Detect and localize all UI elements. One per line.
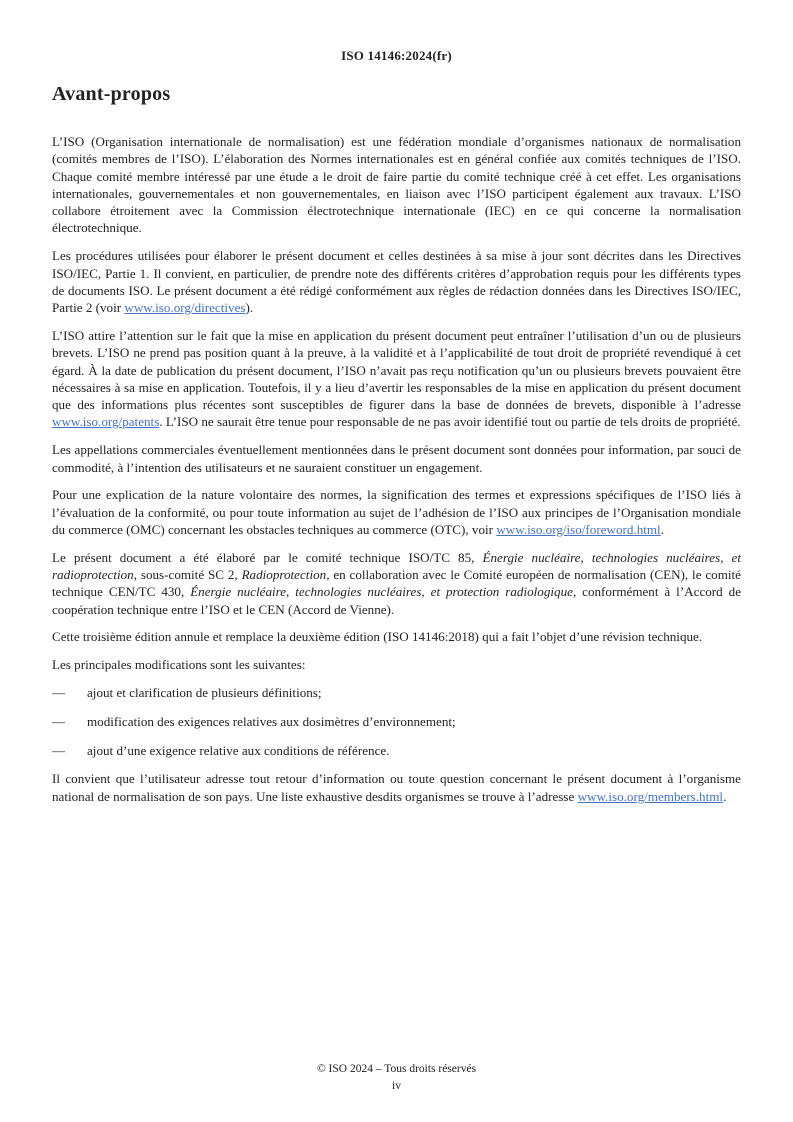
text-run: ajout d’une exigence relative aux conditions de référence. [87, 742, 390, 758]
italic-text-run: Énergie nucléaire, technologies nucléaires, et protection radiologique [190, 584, 573, 600]
running-header: ISO 14146:2024(fr) [341, 48, 452, 63]
text-run: Cette troisième édition annule et remplace la deuxième édition (ISO 14146:2018) qui a fait l’objet d’une révision technique. [52, 629, 703, 645]
paragraph [52, 327, 741, 431]
text-run: , en collaboration avec le Comité européen de normalisation (CEN), le comité technique CEN/TC 430, [52, 567, 741, 600]
page-number: iv [392, 1080, 401, 1092]
italic-text-run: Énergie nucléaire, technologies nucléaires, et radioprotection [52, 549, 742, 583]
text-run: . L’ISO ne saurait être tenue pour responsable de ne pas avoir identifié tout ou partie de tels droits de propriété. [159, 414, 741, 430]
paragraph [52, 486, 741, 538]
dash-marker: — [52, 713, 66, 729]
list-item-text [87, 684, 322, 701]
list-item [52, 713, 741, 730]
paragraph [52, 656, 741, 673]
footer-copyright: © ISO 2024 – Tous droits réservés [316, 1063, 477, 1075]
text-run: L’ISO (Organisation internationale de normalisation) est une fédération mondiale d’organismes nationaux de normalisation (comités membres de l’ISO). L’élaboration des Normes internationales est en général confiée aux comités techniques de l’ISO. Chaque comité membre intéressé par une étude a le droit de faire partie du comité technique créé à cet effet. Les organisations internationales, gouvernementales et non gouvernementales, en liaison avec l’ISO participent également aux travaux. L’ISO collabore étroitement avec la Commission électrotechnique internationale (IEC) en ce qui concerne la normalisation électrotechnique. [52, 134, 741, 236]
dash-marker: — [52, 742, 66, 758]
hyperlink[interactable]: www.iso.org/directives [124, 300, 246, 316]
text-run: . [723, 788, 727, 804]
paragraph [52, 549, 741, 618]
document-content [52, 83, 741, 816]
list-item [52, 742, 741, 759]
text-run: L’ISO attire l’attention sur le fait que la mise en application du présent document peut entraîner l’utilisation d’un ou de plusieurs brevets. L’ISO ne prend pas position quant à la preuve, à la validité et à l’applicabilité de tout droit de propriété revendiqué à cet égard. À la date de publication du présent document, l’ISO n’avait pas reçu notification qu’un ou plusieurs brevets pouvaient être nécessaires à sa mise en application. Toutefois, il y a lieu d’avertir les responsables de la mise en application du présent document que des informations plus récentes sont susceptibles de figurer dans la base de données de brevets, disponible à l’adresse [52, 327, 741, 413]
text-run: Les principales modifications sont les suivantes: [52, 657, 306, 673]
text-run: ). [245, 300, 254, 316]
text-run: Les appellations commerciales éventuellement mentionnées dans le présent document sont données pour information, par souci de commodité, à l’intention des utilisateurs et ne sauraient constituer un engagement. [52, 442, 741, 475]
paragraph [52, 247, 741, 316]
text-run: ajout et clarification de plusieurs définitions; [87, 685, 322, 701]
hyperlink[interactable]: www.iso.org/members.html [577, 788, 724, 804]
section-title: Avant-propos [52, 83, 171, 105]
paragraph [52, 441, 741, 476]
hyperlink[interactable]: www.iso.org/iso/foreword.html [496, 521, 661, 537]
page-footer [0, 1061, 793, 1095]
text-run: Les procédures utilisées pour élaborer le présent document et celles destinées à sa mise à jour sont décrites dans les Directives ISO/IEC, Partie 1. Il convient, en particulier, de prendre note des différents critères d’approbation requis pour les différents types de documents ISO. Le présent document a été rédigé conformément aux règles de rédaction données dans les Directives ISO/IEC, Partie 2 (voir [52, 248, 741, 316]
text-run: , sous-comité SC 2, [133, 567, 242, 583]
document-body [52, 133, 741, 805]
text-run: , conformément à l’Accord de coopération technique entre l’ISO et le CEN (Accord de Vienne). [52, 584, 742, 617]
text-run: Le présent document a été élaboré par le comité technique ISO/TC 85, [52, 549, 483, 565]
list-item-text [87, 742, 389, 759]
list-item [52, 684, 741, 701]
text-run: Pour une explication de la nature volontaire des normes, la signification des termes et expressions spécifiques de l’ISO liés à l’évaluation de la conformité, ou pour toute information au sujet de l’adhésion de l’ISO aux principes de l’Organisation mondiale du commerce (OMC) concernant les obstacles techniques au commerce (OTC), voir [52, 487, 741, 537]
text-run: Il convient que l’utilisateur adresse tout retour d’information ou toute question concernant le présent document à l’organisme national de normalisation de son pays. Une liste exhaustive desdits organismes se trouve à l’adresse [52, 771, 741, 804]
text-run: modification des exigences relatives aux dosimètres d’environnement; [87, 713, 456, 729]
paragraph [52, 133, 741, 237]
dash-marker: — [52, 685, 66, 701]
italic-text-run: Radioprotection [241, 567, 327, 583]
list-item-text [87, 713, 456, 730]
text-run: . [660, 521, 664, 537]
paragraph [52, 770, 741, 805]
paragraph [52, 628, 741, 645]
hyperlink[interactable]: www.iso.org/patents [52, 414, 160, 430]
